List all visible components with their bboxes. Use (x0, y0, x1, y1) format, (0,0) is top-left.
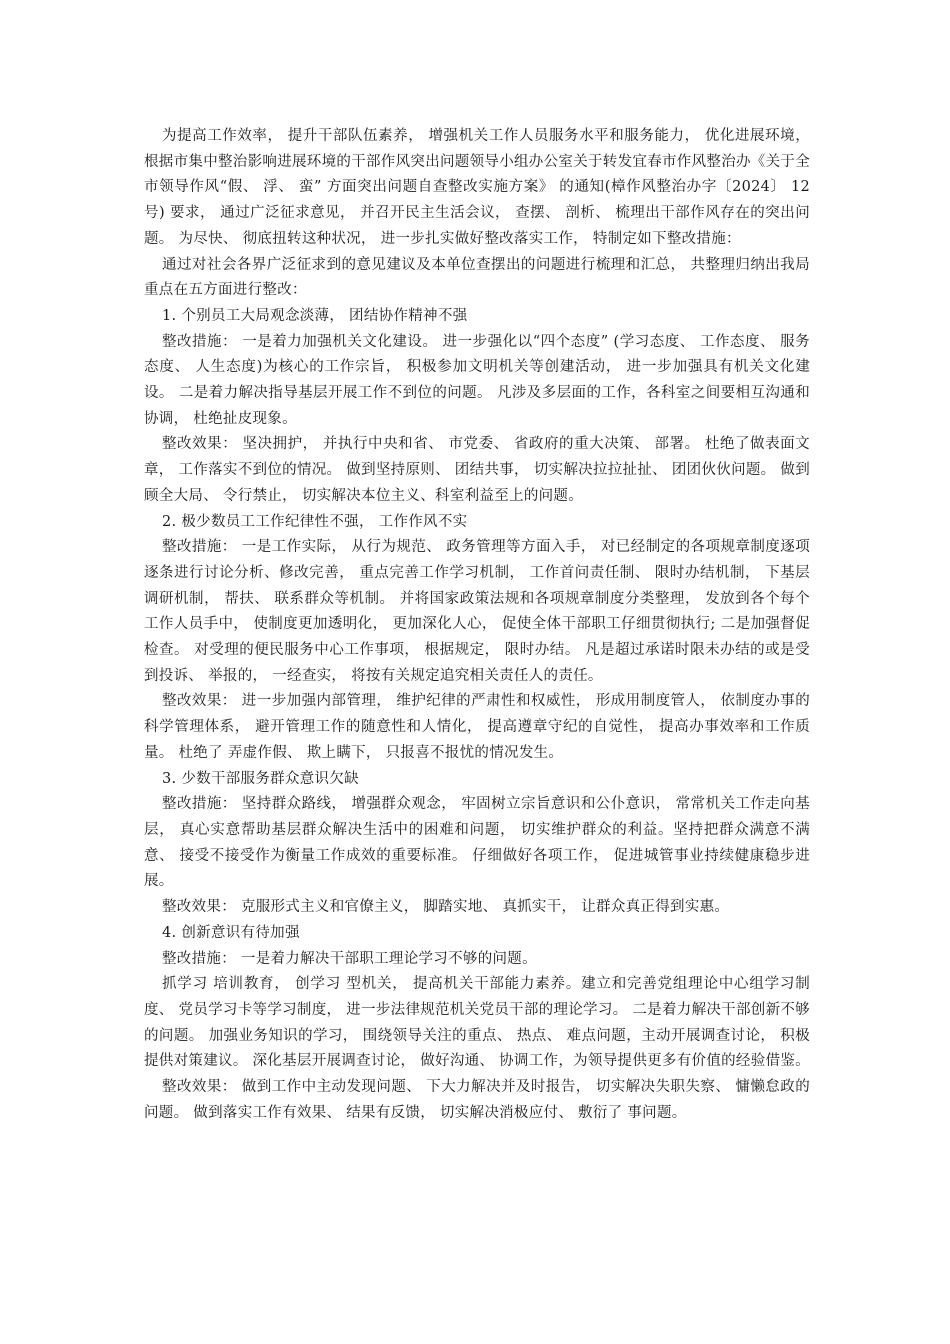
intro-paragraph: 为提高工作效率， 提升干部队伍素养， 增强机关工作人员服务水平和服务能力， 优化进展环境， 根据市集中整治影响进展环境的干部作风突出问题领导小组办公室关于转发宜春市作风整治办《关于全市领导作风“假、 浮、 蛮” 方面突出问题自查整改实施方案》 的通知(樟作风整治办字〔2024〕 12 号) 要求， 通过广泛征求意见， 并召开民主生活会议， 查摆、 剖析、 梳理出干部作风存在的突出问题。 为尽快、 彻底扭转这种状况， 进一步扎实做好整改落实工作， 特制定如下整改措施： (144, 128, 810, 247)
section-heading-3: 3. 少数干部服务群众意识欠缺 (162, 770, 359, 787)
measures-paragraph-4-continued: 抓学习 培训教育， 创学习 型机关， 提高机关干部能力素养。建立和完善党组理论中心组学习制度、 党员学习卡等学习制度， 进一步法律规范机关党员干部的理论学习。 二是着力解决干部创新不够的问题。 加强业务知识的学习， 围绕领导关注的重点、 热点、 难点问题，主动开展调查讨论， 积极提供对策建议。 深化基层开展调查讨论， 做好沟通、 协调工作，为领导提供更多有价值的经验借鉴。 (144, 976, 810, 1070)
effects-paragraph-3: 整改效果： 克服形式主义和官僚主义， 脚踏实地、 真抓实干， 让群众真正得到实惠。 (162, 899, 730, 916)
effects-paragraph-4: 整改效果： 做到工作中主动发现问题、 下大力解决并及时报告， 切实解决失职失察、 慵懒怠政的问题。 做到落实工作有效果、 结果有反馈， 切实解决消极应付、 敷衍了 事问题。 (144, 1079, 810, 1121)
section-heading-2: 2. 极少数员工工作纪律性不强， 工作作风不实 (162, 513, 468, 530)
section-heading-1: 1. 个别员工大局观念淡薄， 团结协作精神不强 (162, 307, 468, 324)
measures-paragraph-4: 整改措施： 一是着力解决干部职工理论学习不够的问题。 (162, 950, 537, 967)
measures-paragraph-1: 整改措施： 一是着力加强机关文化建设。 进一步强化以“四个态度” (学习态度、 工作态度、 服务态度、 人生态度)为核心的工作宗旨， 积极参加文明机关等创建活动， 进一步加强具有机关文化建设。 二是着力解决指导基层开展工作不到位的问题。 凡涉及多层面的工作，各科室之间要相互沟通和协调， 杜绝扯皮现象。 (144, 333, 810, 427)
measures-paragraph-2: 整改措施： 一是工作实际， 从行为规范、 政务管理等方面入手， 对已经制定的各项规章制度逐项逐条进行讨论分析、修改完善， 重点完善工作学习机制， 工作首问责任制、 限时办结机制， 下基层调研机制， 帮扶、 联系群众等机制。 并将国家政策法规和各项规章制度分类整理， 发放到各个每个工作人员手中， 使制度更加透明化， 更加深化人心， 促使全体干部职工仔细贯彻执行; 二是加强督促检查。 对受理的便民服务中心工作事项， 根据规定， 限时办结。 凡是超过承诺时限未办结的或是受到投诉、 举报的， 一经查实， 将按有关规定追究相关责任人的责任。 (144, 539, 810, 684)
effects-paragraph-1: 整改效果： 坚决拥护， 并执行中央和省、 市党委、 省政府的重大决策、 部署。 杜绝了做表面文章， 工作落实不到位的情况。 做到坚持原则、 团结共事， 切实解决拉拉扯扯、 团团伙伙问题。 做到顾全大局、 令行禁止， 切实解决本位主义、科室利益至上的问题。 (144, 436, 810, 504)
measures-paragraph-3: 整改措施： 坚持群众路线， 增强群众观念， 牢固树立宗旨意识和公仆意识， 常常机关工作走向基层， 真心实意帮助基层群众解决生活中的困难和问题， 切实维护群众的利益。坚持把群众满意不满意、 接受不接受作为衡量工作成效的重要标准。 仔细做好各项工作， 促进城管事业持续健康稳步进展。 (144, 796, 810, 890)
effects-paragraph-2: 整改效果： 进一步加强内部管理， 维护纪律的严肃性和权威性， 形成用制度管人， 依制度办事的科学管理体系， 避开管理工作的随意性和人情化， 提高遵章守纪的自觉性， 提高办事效率和工作质量。 杜绝了 弄虚作假、 欺上瞒下， 只报喜不报忧的情况发生。 (144, 693, 810, 761)
document-body (144, 124, 810, 1126)
summary-paragraph: 通过对社会各界广泛征求到的意见建议及本单位查摆出的问题进行梳理和汇总， 共整理归纳出我局重点在五方面进行整改： (144, 256, 810, 299)
section-heading-4: 4. 创新意识有待加强 (162, 924, 300, 941)
